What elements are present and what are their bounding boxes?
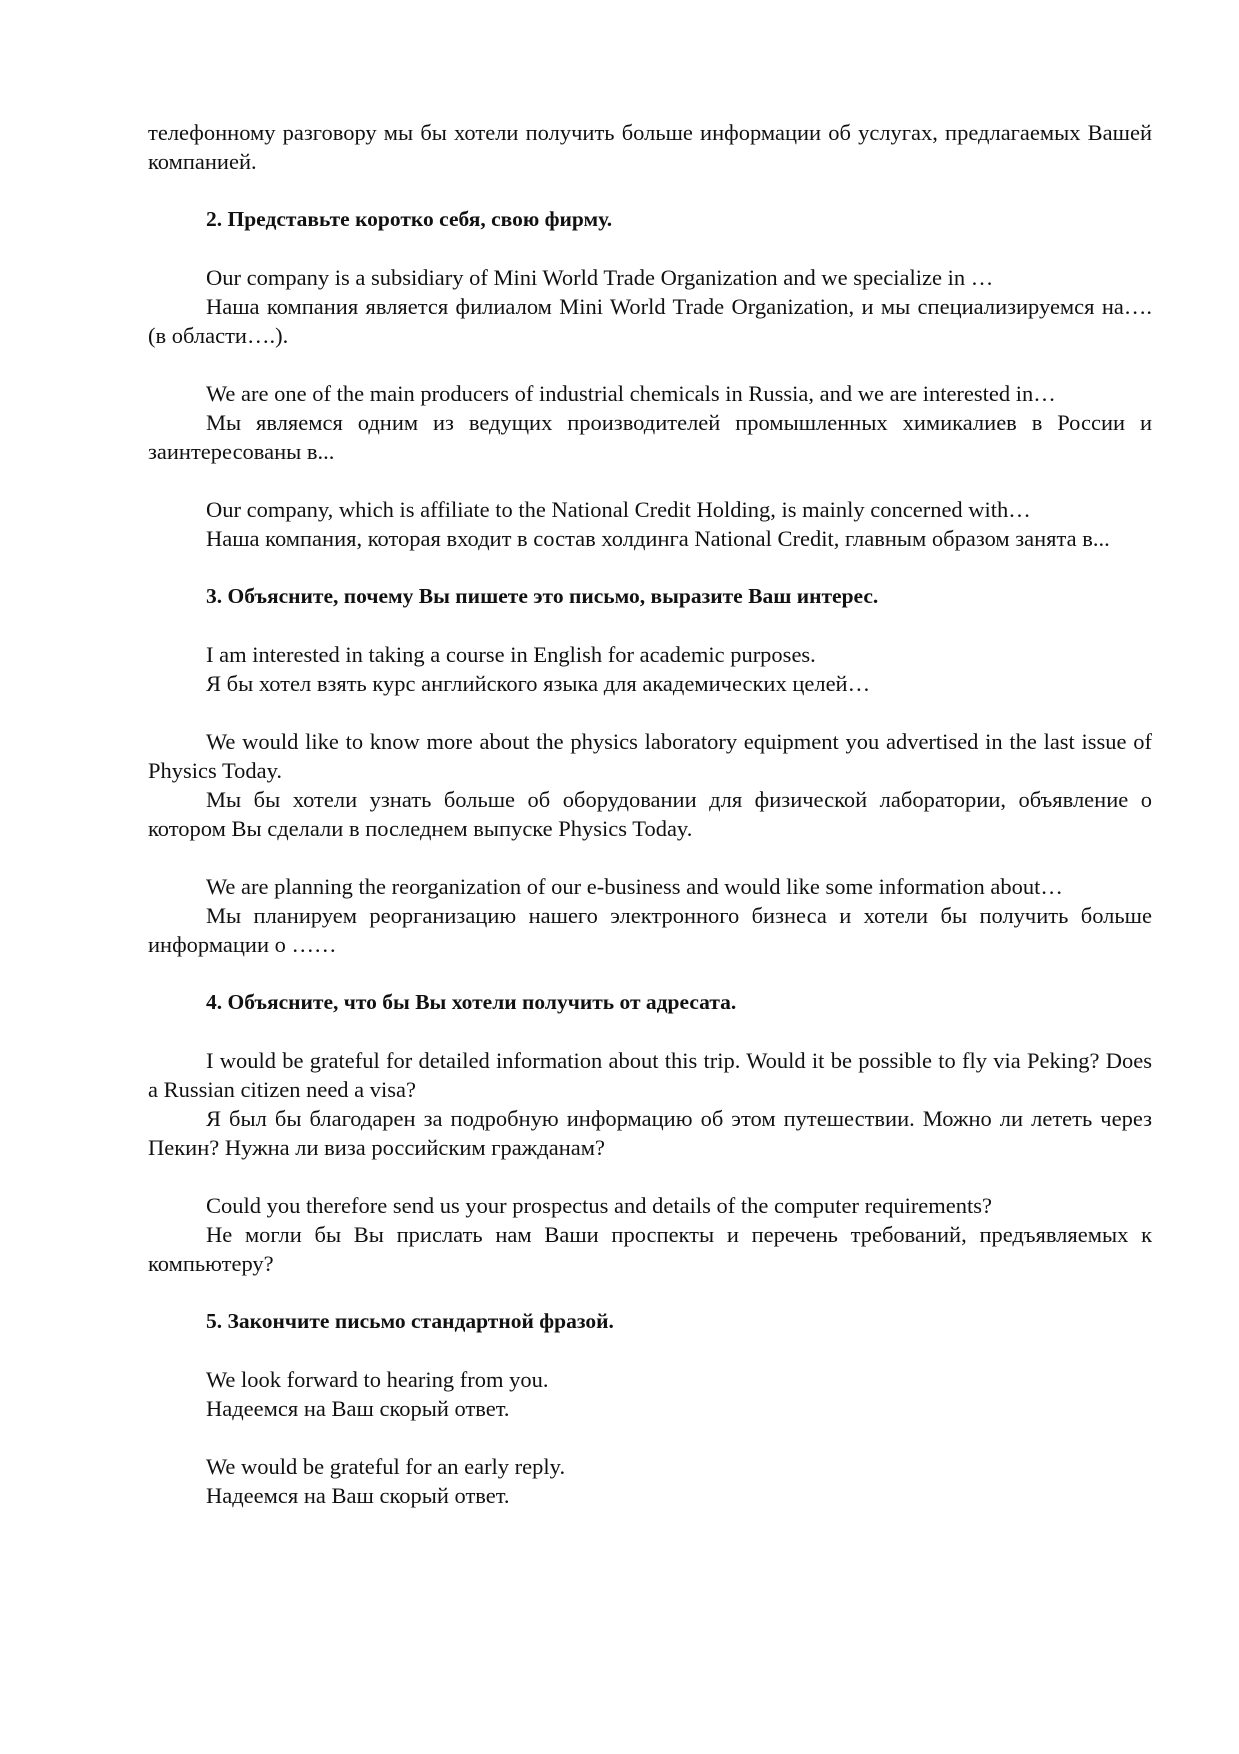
section-heading: 5. Закончите письмо стандартной фразой. xyxy=(206,1309,614,1333)
example-pair xyxy=(148,495,1152,553)
example-english: We would be grateful for an early reply. xyxy=(206,1454,566,1479)
example-pair xyxy=(148,872,1152,959)
section-4 xyxy=(148,988,1152,1278)
intro-text: телефонному разговору мы бы хотели получить больше информации об услугах, предлагаемых Вашей компанией. xyxy=(148,120,1152,174)
example-pair xyxy=(148,379,1152,466)
example-pair xyxy=(148,1046,1152,1162)
example-russian: Я бы хотел взять курс английского языка для академических целей… xyxy=(206,671,871,696)
example-english: We are one of the main producers of industrial chemicals in Russia, and we are interested in… xyxy=(206,381,1056,406)
example-russian: Не могли бы Вы прислать нам Ваши проспекты и перечень требований, предъявляемых к компьютеру? xyxy=(148,1222,1152,1276)
example-english: Our company is a subsidiary of Mini World Trade Organization and we specialize in … xyxy=(206,265,994,290)
example-pair xyxy=(148,1191,1152,1278)
example-russian: Наша компания, которая входит в состав холдинга National Credit, главным образом занята в... xyxy=(206,526,1110,551)
example-pair xyxy=(148,727,1152,843)
example-russian: Мы являемся одним из ведущих производителей промышленных химикалиев в России и заинтересованы в... xyxy=(148,410,1152,464)
section-heading: 3. Объясните, почему Вы пишете это письмо, выразите Ваш интерес. xyxy=(206,584,879,608)
example-english: We are planning the reorganization of our e-business and would like some information about… xyxy=(206,874,1063,899)
example-english: We look forward to hearing from you. xyxy=(206,1367,549,1392)
example-pair xyxy=(148,263,1152,350)
example-russian: Надеемся на Ваш скорый ответ. xyxy=(206,1396,510,1421)
example-english: I am interested in taking a course in English for academic purposes. xyxy=(206,642,816,667)
example-russian: Надеемся на Ваш скорый ответ. xyxy=(206,1483,510,1508)
intro-paragraph xyxy=(148,118,1152,176)
example-english: I would be grateful for detailed information about this trip. Would it be possible to fly via Peking? Does a Russian citizen need a visa? xyxy=(148,1048,1152,1102)
example-english: Could you therefore send us your prospectus and details of the computer requirements? xyxy=(206,1193,993,1218)
section-2 xyxy=(148,205,1152,553)
section-heading: 4. Объясните, что бы Вы хотели получить от адресата. xyxy=(206,990,737,1014)
example-english: Our company, which is affiliate to the National Credit Holding, is mainly concerned with… xyxy=(206,497,1031,522)
document-page xyxy=(148,118,1152,1539)
example-english: We would like to know more about the physics laboratory equipment you advertised in the last issue of Physics Today. xyxy=(148,729,1152,783)
example-pair xyxy=(148,1365,1152,1423)
section-5 xyxy=(148,1307,1152,1510)
example-pair xyxy=(148,1452,1152,1510)
section-heading: 2. Представьте коротко себя, свою фирму. xyxy=(206,207,613,231)
example-russian: Я был бы благодарен за подробную информацию об этом путешествии. Можно ли лететь через Пекин? Нужна ли виза российским гражданам? xyxy=(148,1106,1152,1160)
example-russian: Наша компания является филиалом Mini World Trade Organization, и мы специализируемся на…. (в области….). xyxy=(148,294,1152,348)
example-russian: Мы планируем реорганизацию нашего электронного бизнеса и хотели бы получить больше информации о …… xyxy=(148,903,1152,957)
example-russian: Мы бы хотели узнать больше об оборудовании для физической лаборатории, объявление о котором Вы сделали в последнем выпуске Physics Today. xyxy=(148,787,1152,841)
example-pair xyxy=(148,640,1152,698)
section-3 xyxy=(148,582,1152,959)
